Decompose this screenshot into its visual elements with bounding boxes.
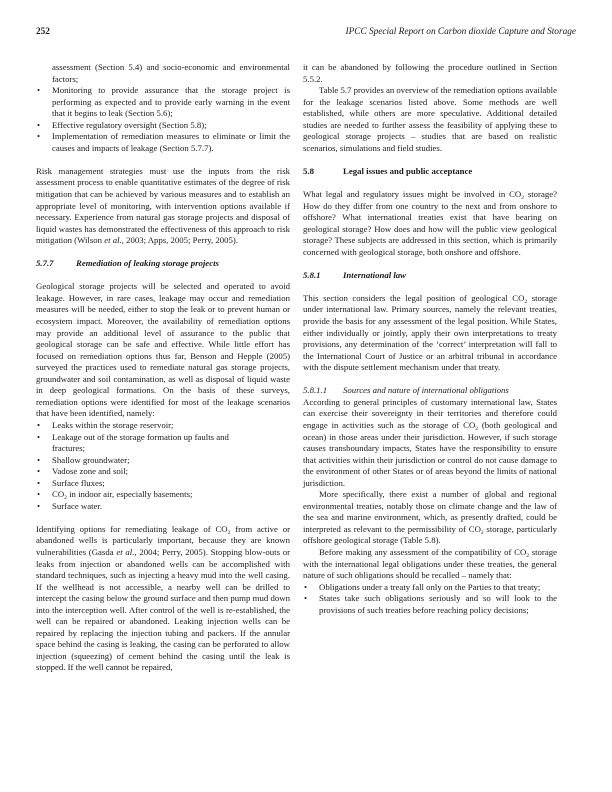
- right-column: [303, 62, 557, 616]
- list-item: • Leakage out of the storage formation up faults and fractures;: [37, 431, 229, 454]
- running-title: IPCC Special Report on Carbon dioxide Capture and Storage: [345, 27, 576, 37]
- bullet-icon: •: [37, 477, 41, 488]
- paragraph-obligations-intro: Before making any assessment of the compatibility of $CO_2$ storage with the international legal obligations under these treaties, the general nature of such obligations should be recalled – namely that:: [303, 546, 557, 581]
- page-header: [36, 27, 576, 41]
- list-item: • Monitoring to provide assurance that the storage project is performing as expected and to provide early warning in the event that it begins to leak (Section 5.6);: [37, 85, 290, 119]
- list-item: • Vadose zone and soil;: [37, 466, 129, 477]
- bullet-icon: •: [37, 466, 41, 477]
- list-item: • Effective regulatory oversight (Section 5.8);: [37, 119, 207, 130]
- paragraph-customary-law: According to general principles of customary international law, States can exercise their sovereignty in their territories and therefore could engage in activities such as the storage of $CO_2$ (both geological and ocean) in those areas under their jurisdiction. However, if such storage causes transboundary impacts, States have the responsibility to ensure that activities within their jurisdiction or control do not cause damage to the environment of other States or of areas beyond the limits of national jurisdiction.: [303, 396, 557, 488]
- left-column: [36, 62, 290, 674]
- paragraph-treaties: More specifically, there exist a number of global and regional environmental treaties, notably those on climate change and the law of the sea and marine environment, which, as presently drafted, could be interpreted as relevant to the permissibility of $CO_2$ storage, particularly offshore geological storage (Table 5.8).: [303, 489, 557, 546]
- bullet-icon: •: [37, 431, 41, 442]
- paragraph-wells-remediation: Identifying options for remediating leakage of $CO_2$ from active or abandoned wells is particularly important, because they are known vulnerabilities (Gasda et al., 2004; Perry, 2005). Stopping blow-outs or leaks from injection or abandoned wells can be accomplished with standard techniques, such as injecting a heavy mud into the well casing. If the wellhead is not accessible, a nearby well can be drilled to intercept the casing below the ground surface and then pump mud down into the interception well. After control of the well is re-established, the well can be repaired or abandoned. Leaking injection wells can be repaired by replacing the injection tubing and packers. If the annular space behind the casing is leaking, the casing can be perforated to allow injection (squeezing) of cement behind the casing until the leak is stopped. If the well cannot be repaired,: [36, 523, 291, 673]
- list-item: • Implementation of remediation measures to eliminate or limit the causes and impacts of leakage (Section 5.7.7).: [37, 131, 290, 153]
- paragraph-legal-questions: What legal and regulatory issues might be involved in $CO_2$ storage? How do they differ from one country to the next and from onshore to offshore? What international treaties exist that have bearing on geological storage? How does and how will the public view geological storage? These subjects are addressed in this section, which is primarily concerned with geological storage, both onshore and offshore.: [303, 189, 557, 257]
- list-item: • $CO_2$ in indoor air, especially basements;: [37, 489, 193, 502]
- bullet-icon: •: [304, 593, 308, 604]
- bullet-list-risk-measures: [36, 62, 290, 154]
- bullet-icon: •: [37, 419, 41, 430]
- paragraph-abandon-continued: it can be abandoned by following the procedure outlined in Section 5.5.2.: [303, 62, 557, 84]
- bullet-icon: •: [304, 581, 308, 592]
- bullet-icon: •: [37, 500, 41, 511]
- list-item: • Surface water.: [37, 500, 103, 511]
- list-item: • States take such obligations seriously and so will look to the provisions of such treaties before reaching policy decisions;: [304, 593, 557, 615]
- page-number: 252: [36, 27, 50, 37]
- section-heading-5-8: 5.8 Legal issues and public acceptance: [303, 165, 473, 176]
- paragraph-table-5-7: Table 5.7 provides an overview of the remediation options available for the leakage scenarios listed above. Some methods are well established, while others are more speculative. Additional detailed studies are needed to further assess the feasibility of applying these to geological storage projects – studies that are based on realistic scenarios, simulations and field studies.: [303, 85, 557, 153]
- bullet-icon: •: [37, 489, 41, 500]
- list-item: assessment (Section 5.4) and socio-economic and environmental factors;: [52, 62, 290, 84]
- list-item: • Shallow groundwater;: [37, 454, 130, 465]
- bullet-list-obligations: [303, 582, 557, 617]
- section-heading-5-8-1-1: 5.8.1.1 Sources and nature of international obligations: [303, 385, 509, 396]
- paragraph-geological-storage: Geological storage projects will be selected and operated to avoid leakage. However, in rare cases, leakage may occur and remediation measures will be needed, either to stop the leak or to prevent human or ecosystem impact. Moreover, the availability of remediation options may provide an additional level of assurance to the public that geological storage can be safe and effective. While little effort has focused on remediation options thus far, Benson and Hepple (2005) surveyed the practices used to remediate natural gas storage projects, groundwater and soil contamination, as well as disposal of liquid waste in deep geological formations. On the basis of these surveys, remediation options were identified for most of the leakage scenarios that have been identified, namely:: [36, 281, 290, 419]
- section-heading-5-7-7: 5.7.7 Remediation of leaking storage projects: [36, 258, 219, 269]
- bullet-icon: •: [37, 454, 41, 465]
- bullet-icon: •: [37, 85, 41, 96]
- list-item: • Leaks within the storage reservoir;: [37, 419, 174, 430]
- bullet-icon: •: [37, 131, 41, 142]
- list-item: • Obligations under a treaty fall only on the Parties to that treaty;: [304, 581, 541, 592]
- bullet-icon: •: [37, 119, 41, 130]
- paragraph-international-law: This section considers the legal position of geological $CO_2$ storage under international law. Primary sources, namely the relevant treaties, provide the basis for any assessment of the legal position. While States, either individually or jointly, apply their own interpretations to treaty provisions, any determination of the ‘correct’ interpretation will fall to the International Court of Justice or an arbitral tribunal in accordance with the dispute settlement mechanism under that treaty.: [303, 292, 557, 373]
- paragraph-risk-management: Risk management strategies must use the inputs from the risk assessment process to enable quantitative estimates of the degree of risk mitigation that can be achieved by various measures and to establish an appropriate level of monitoring, with intervention options available if necessary. Experience from natural gas storage projects and disposal of liquid wastes has demonstrated the effectiveness of this approach to risk mitigation (Wilson et al., 2003; Apps, 2005; Perry, 2005).: [36, 165, 290, 246]
- bullet-list-leak-scenarios: [36, 420, 290, 512]
- list-item: • Surface fluxes;: [37, 477, 105, 488]
- section-heading-5-8-1: 5.8.1 International law: [303, 269, 406, 280]
